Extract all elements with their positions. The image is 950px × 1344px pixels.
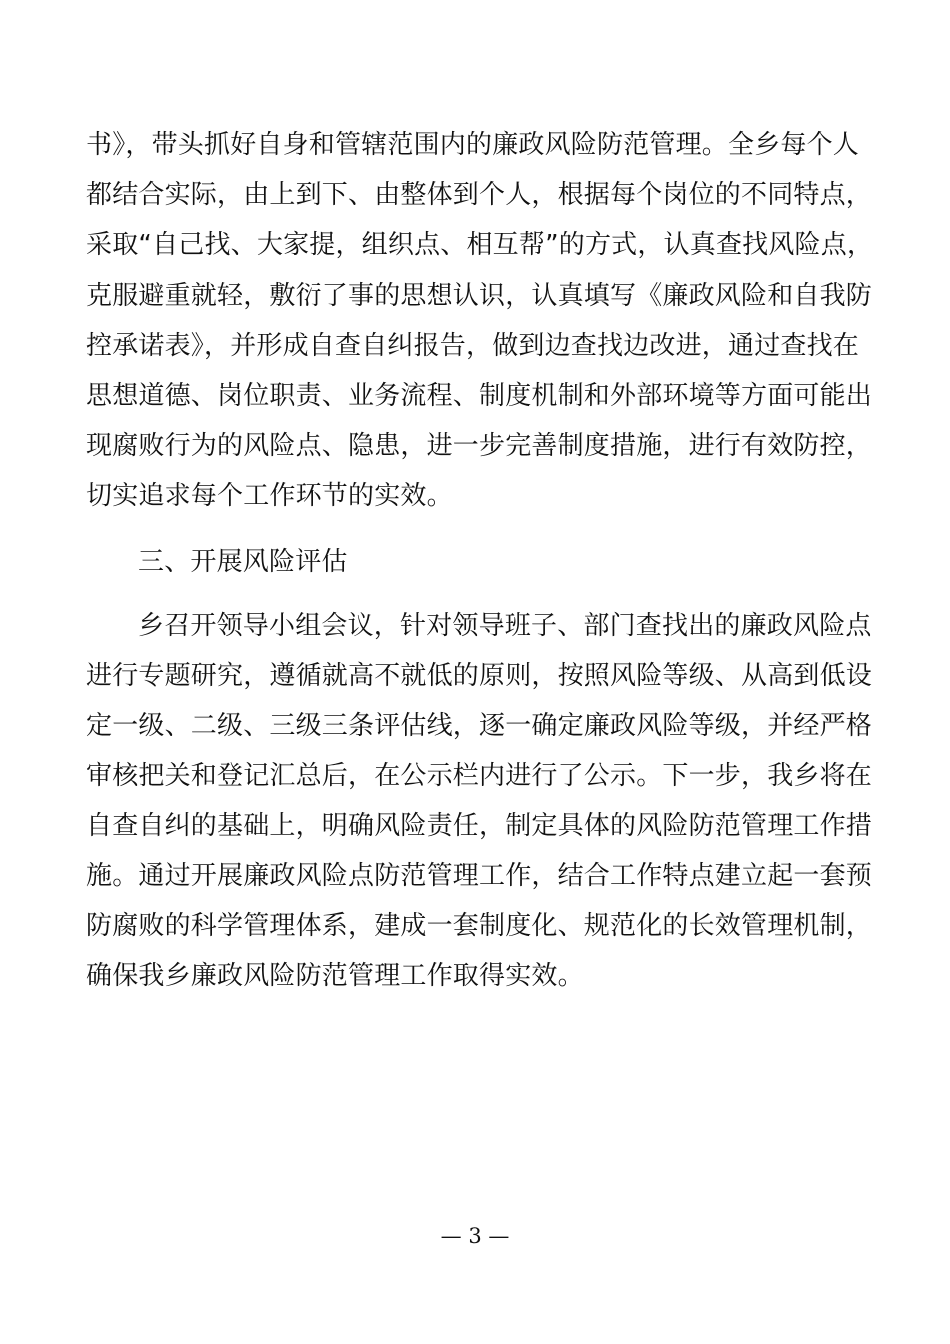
paragraph-2-line-3: 定一级、二级、三级三条评估线，逐一确定廉政风险等级，并经严格 [86, 711, 873, 741]
paragraph-1-line-8: 切实追求每个工作环节的实效。 [86, 481, 453, 511]
paragraph-2-line-8: 确保我乡廉政风险防范管理工作取得实效。 [86, 961, 584, 991]
paragraph-2-line-4: 审核把关和登记汇总后，在公示栏内进行了公示。下一步，我乡将在 [86, 761, 873, 791]
paragraph-2-line-5: 自查自纠的基础上，明确风险责任，制定具体的风险防范管理工作措 [86, 811, 873, 841]
paragraph-1-line-6: 思想道德、岗位职责、业务流程、制度机制和外部环境等方面可能出 [86, 381, 873, 411]
paragraph-1-line-5: 控承诺表》，并形成自查自纠报告，做到边查找边改进，通过查找在 [86, 331, 860, 361]
paragraph-2-line-7: 防腐败的科学管理体系，建成一套制度化、规范化的长效管理机制， [86, 911, 873, 941]
paragraph-2-line-6: 施。通过开展廉政风险点防范管理工作，结合工作特点建立起一套预 [86, 861, 873, 891]
paragraph-2-line-1: 乡召开领导小组会议，针对领导班子、部门查找出的廉政风险点 [138, 611, 872, 641]
page-number: — 3 — [440, 1224, 510, 1248]
paragraph-1-line-1: 书》，带头抓好自身和管辖范围内的廉政风险防范管理。全乡每个人 [86, 130, 860, 160]
paragraph-1-line-4: 克服避重就轻，敷衍了事的思想认识，认真填写《廉政风险和自我防 [86, 281, 873, 311]
section-heading: 三、开展风险评估 [138, 547, 348, 577]
paragraph-1-line-7: 现腐败行为的风险点、隐患，进一步完善制度措施，进行有效防控， [86, 431, 873, 461]
paragraph-1-line-2: 都结合实际，由上到下、由整体到个人，根据每个岗位的不同特点， [86, 180, 873, 210]
paragraph-2-line-2: 进行专题研究，遵循就高不就低的原则，按照风险等级、从高到低设 [86, 661, 873, 691]
paragraph-1-line-3: 采取“自己找、大家提，组织点、相互帮”的方式，认真查找风险点， [86, 230, 874, 260]
